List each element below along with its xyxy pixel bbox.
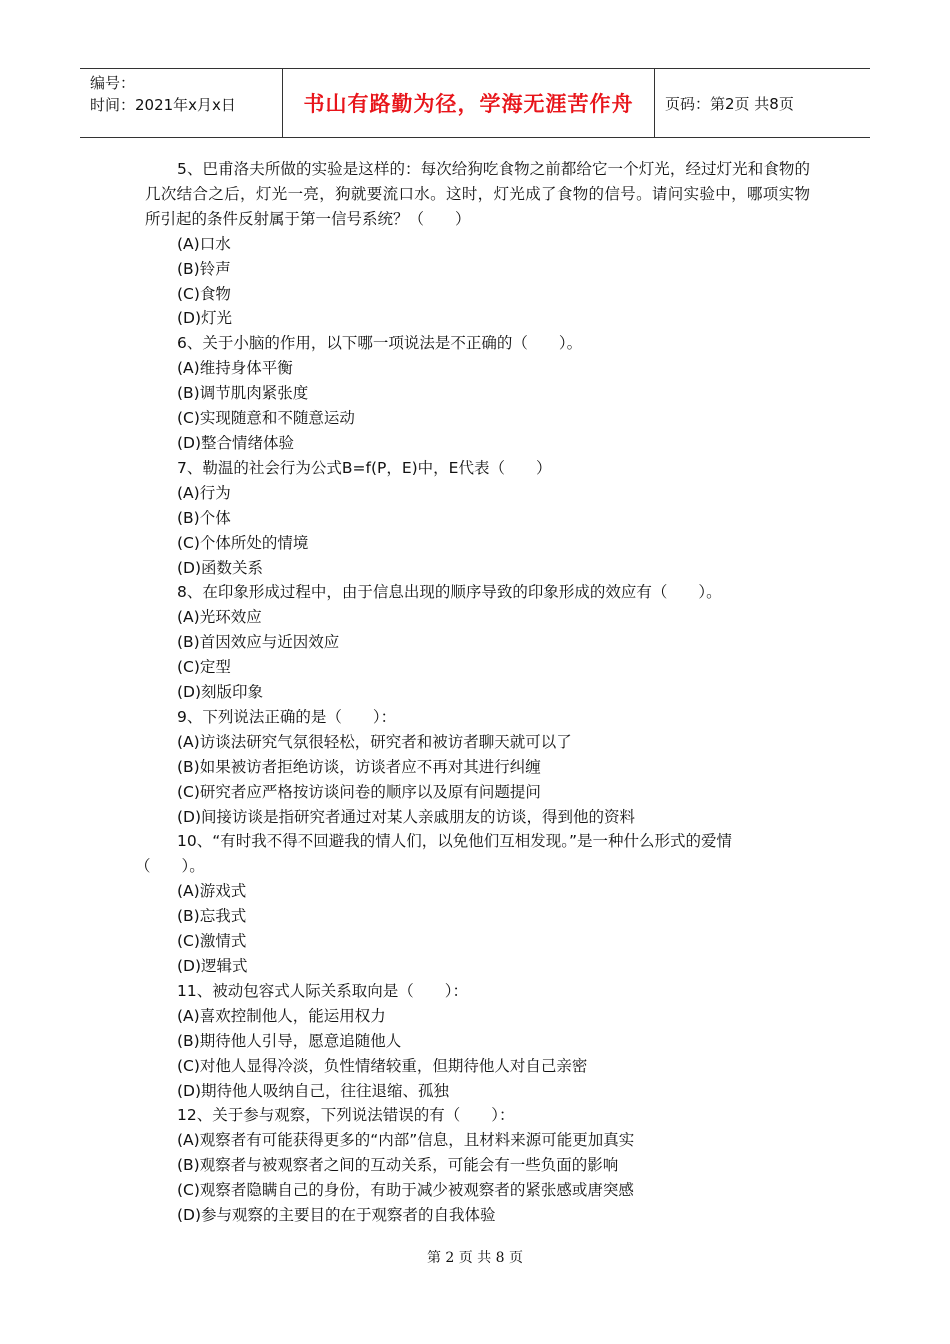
question-stem: 11、被动包容式人际关系取向是（ ）： [177, 981, 468, 1000]
option: (C)食物 [177, 284, 231, 303]
question-stem: 7、勒温的社会行为公式B=f(P，E)中，E代表（ ） [177, 458, 552, 477]
page-header [80, 68, 870, 138]
option: (D)间接访谈是指研究者通过对某人亲戚朋友的访谈，得到他的资料 [177, 807, 636, 826]
question-stem: 5、巴甫洛夫所做的实验是这样的：每次给狗吃食物之前都给它一个灯光，经过灯光和食物的几次结合之后，灯光一亮，狗就要流口水。这时，灯光成了食物的信号。请问实验中，哪项实物所引起的条件反射属于第一信号系统？（ ） [145, 160, 810, 228]
option: (C)研究者应严格按访谈问卷的顺序以及原有问题提问 [177, 782, 541, 801]
header-motto: 书山有路勤为径，学海无涯苦作舟 [282, 69, 655, 137]
option: (A)游戏式 [177, 882, 247, 901]
option: (C)对他人显得冷淡，负性情绪较重，但期待他人对自己亲密 [177, 1056, 588, 1075]
question-stem: 6、关于小脑的作用，以下哪一项说法是不正确的（ ）。 [177, 334, 583, 353]
option: (D)逻辑式 [177, 957, 248, 975]
option: (A)访谈法研究气氛很轻松，研究者和被访者聊天就可以了 [177, 732, 572, 751]
header-page-info: 页码：第2页 共8页 [665, 94, 794, 113]
option: (A)口水 [177, 234, 231, 253]
option: (C)激情式 [177, 932, 247, 951]
option: (B)首因效应与近因效应 [177, 633, 340, 652]
option: (D)灯光 [177, 309, 233, 328]
header-meta [80, 69, 282, 137]
question-stem: 10、“有时我不得不回避我的情人们，以免他们互相发现。”是一种什么形式的爱情 [177, 832, 733, 851]
option: (C)观察者隐瞒自己的身份，有助于减少被观察者的紧张感或唐突感 [177, 1181, 634, 1200]
option: (D)期待他人吸纳自己，往往退缩、孤独 [177, 1081, 450, 1100]
question-stem: 9、下列说法正确的是（ ）： [177, 707, 397, 726]
option: (A)行为 [177, 483, 231, 502]
option: (C)实现随意和不随意运动 [177, 409, 355, 428]
option: (B)期待他人引导，愿意追随他人 [177, 1031, 402, 1050]
option: (B)忘我式 [177, 907, 247, 926]
option: (A)光环效应 [177, 608, 262, 627]
option: (B)调节肌肉紧张度 [177, 384, 309, 403]
option: (D)函数关系 [177, 558, 264, 577]
option: (A)观察者有可能获得更多的“内部”信息，且材料来源可能更加真实 [177, 1131, 635, 1150]
option: (B)观察者与被观察者之间的互动关系，可能会有一些负面的影响 [177, 1156, 619, 1175]
option: (C)定型 [177, 658, 231, 677]
option: (C)个体所处的情境 [177, 533, 309, 552]
number-label: 编号： [90, 74, 136, 92]
option: (B)铃声 [177, 259, 231, 278]
question-stem-continuation: （ ）。 [135, 857, 205, 876]
option: (B)如果被访者拒绝访谈，访谈者应不再对其进行纠缠 [177, 757, 541, 776]
option: (B)个体 [177, 508, 231, 527]
option: (A)喜欢控制他人，能运用权力 [177, 1006, 386, 1025]
question-stem: 12、关于参与观察，下列说法错误的有（ ）： [177, 1106, 515, 1125]
time-label: 时间：2021年x月x日 [90, 96, 236, 114]
question-stem: 8、在印象形成过程中，由于信息出现的顺序导致的印象形成的效应有（ ）。 [177, 583, 722, 602]
option: (D)刻版印象 [177, 683, 264, 702]
option: (D)整合情绪体验 [177, 433, 295, 452]
page-footer: 第 2 页 共 8 页 [426, 1250, 524, 1266]
question-list [135, 157, 810, 1228]
option: (D)参与观察的主要目的在于观察者的自我体验 [177, 1206, 496, 1225]
option: (A)维持身体平衡 [177, 359, 293, 378]
